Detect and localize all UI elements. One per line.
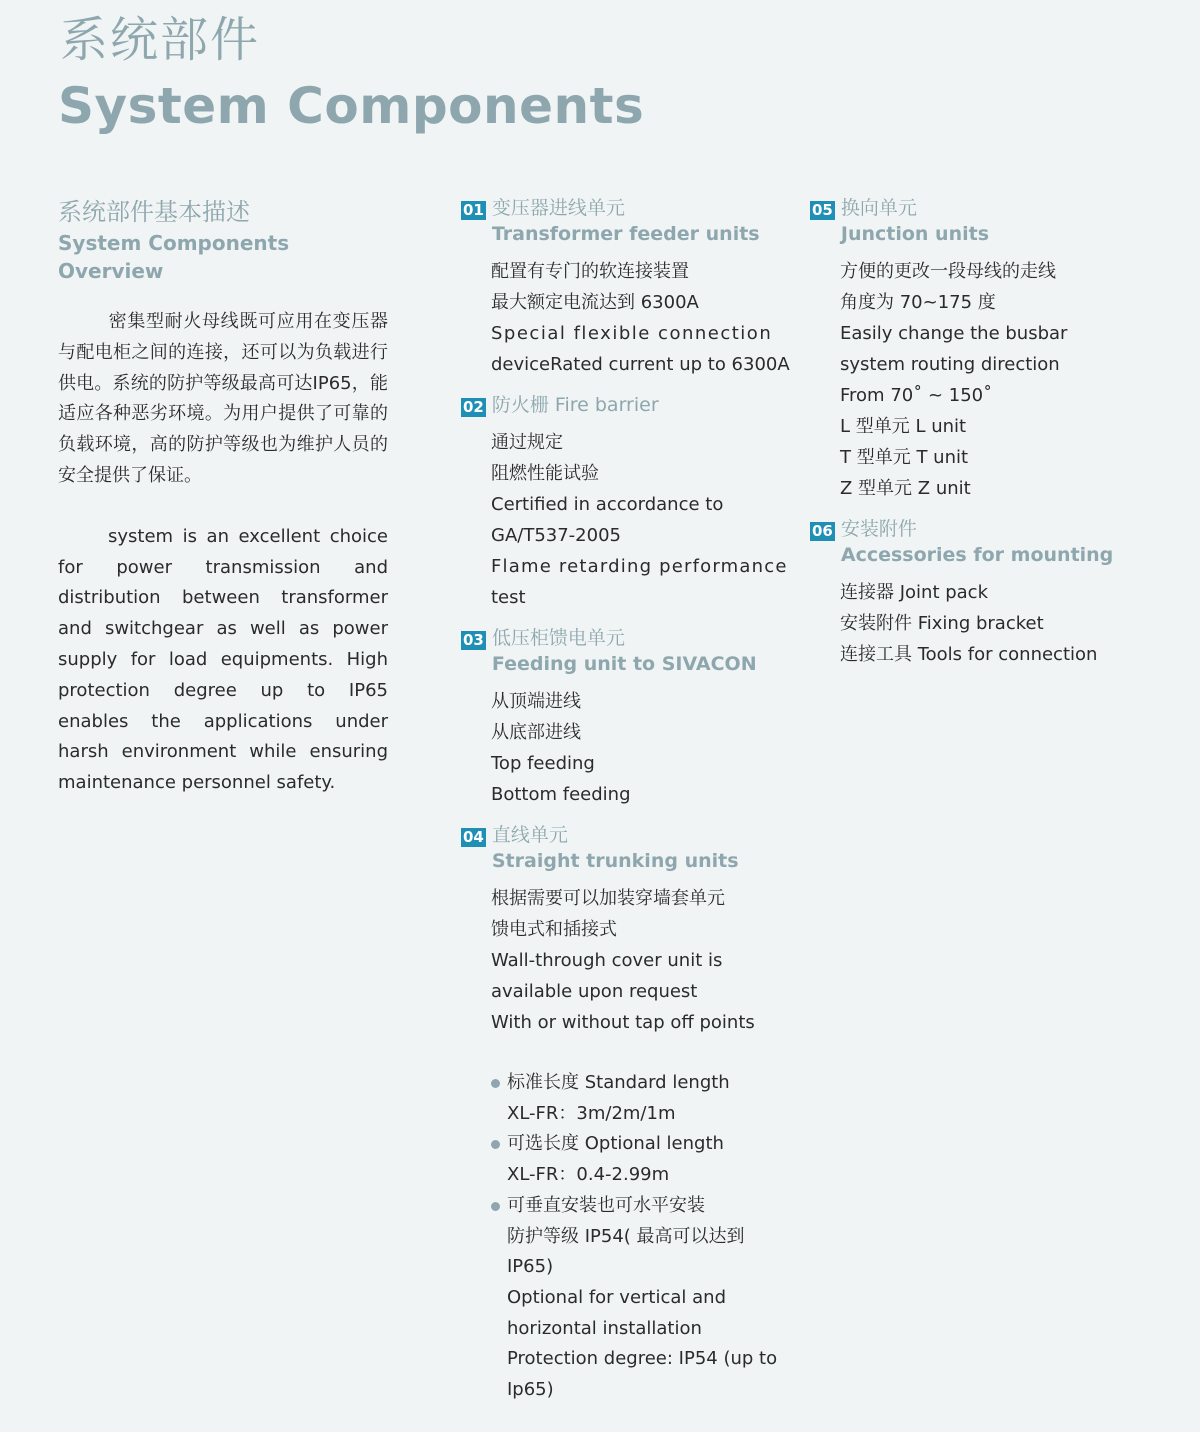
section-line: 从底部进线 (491, 722, 581, 743)
section-line: Z 型单元 Z unit (840, 478, 971, 499)
overview-paragraph-en: system is an excellent choice for power transmission and distribution between transformer and switchgear as well as power supply for load equipments. High protection degree up to IP65 enables the applications under harsh environment while ensuring maintenance personnel safety. (58, 525, 388, 794)
section-line: GA/T537-2005 (491, 525, 621, 546)
page-title-cn: 系统部件 (60, 12, 261, 68)
section-junction-units (810, 195, 1140, 504)
bullet-detail: XL-FR：3m/2m/1m (507, 1102, 676, 1124)
section-transformer-feeder (461, 195, 791, 380)
bullet-item: 可垂直安装也可水平安装 (491, 1191, 791, 1222)
section-line: Bottom feeding (491, 784, 631, 805)
section-line: available upon request (491, 981, 698, 1002)
section-line: 通过规定 (491, 432, 563, 453)
section-number-badge: 01 (463, 201, 484, 219)
bullet-dot-icon (491, 1202, 500, 1211)
page-title-en: System Components (58, 77, 645, 135)
section-number-badge: 02 (463, 398, 484, 416)
section-line: Top feeding (491, 753, 595, 774)
bullet-dot-icon (491, 1079, 500, 1088)
section-number-badge: 05 (812, 201, 833, 219)
section-fire-barrier (461, 392, 791, 613)
section-feeding-unit (461, 625, 791, 810)
section-line: From 70˚ ~ 150˚ (840, 385, 993, 406)
section-line: T 型单元 T unit (840, 447, 969, 468)
bullet-detail: Optional for vertical and (507, 1286, 726, 1308)
section-line: Special flexible connection (491, 323, 773, 344)
section-number-badge: 04 (463, 828, 484, 846)
section-line: system routing direction (840, 354, 1060, 375)
section-line: Wall-through cover unit is (491, 950, 723, 971)
section-line: 连接工具 Tools for connection (840, 644, 1098, 665)
section-line: 配置有专门的软连接装置 (491, 261, 689, 282)
bullet-detail: IP65) (507, 1256, 554, 1278)
section-title-cn: 低压柜馈电单元 (491, 627, 625, 649)
section-title-en: Straight trunking units (491, 850, 739, 872)
bullet-item: 标准长度 Standard length (491, 1068, 791, 1099)
length-bullet-list (491, 1068, 791, 1406)
section-title-cn: 换向单元 (840, 197, 917, 219)
section-line: test (491, 587, 526, 608)
section-line: With or without tap off points (491, 1012, 755, 1033)
section-line: deviceRated current up to 6300A (491, 354, 790, 375)
overview-heading-cn: 系统部件基本描述 (58, 198, 250, 226)
overview-column (58, 195, 388, 799)
sections-column-right (810, 195, 1140, 670)
section-accessories (810, 516, 1140, 670)
section-line: 连接器 Joint pack (840, 582, 989, 603)
section-line: Flame retarding performance (491, 556, 788, 577)
overview-paragraph-cn: 密集型耐火母线既可应用在变压器与配电柜之间的连接，还可以为负载进行供电。系统的防护等级最高可达IP65，能适应各种恶劣环境。为用户提供了可靠的负载环境，高的防护等级也为维护人员的安全提供了保证。 (58, 311, 388, 486)
section-title-en: Junction units (840, 223, 990, 245)
bullet-detail: 防护等级 IP54( 最高可以达到 (507, 1225, 745, 1247)
bullet-item: 可选长度 Optional length (491, 1129, 791, 1160)
section-line: 从顶端进线 (491, 691, 581, 712)
section-line: L 型单元 L unit (840, 416, 967, 437)
section-line: 最大额定电流达到 6300A (491, 292, 699, 313)
section-title-cn: 直线单元 (491, 824, 568, 846)
section-number-badge: 03 (463, 631, 484, 649)
bullet-detail: Ip65) (507, 1379, 554, 1401)
section-title-en: Feeding unit to SIVACON (491, 653, 757, 675)
bullet-dot-icon (491, 1140, 500, 1149)
section-line: 角度为 70~175 度 (840, 292, 996, 313)
sections-column-middle (461, 195, 791, 1406)
section-line: 安装附件 Fixing bracket (840, 613, 1044, 634)
section-line: 馈电式和插接式 (491, 919, 617, 940)
section-line: 方便的更改一段母线的走线 (840, 261, 1056, 282)
bullet-detail: horizontal installation (507, 1317, 702, 1339)
overview-heading-en: System Components Overview (58, 231, 290, 283)
section-title-en: Accessories for mounting (840, 544, 1114, 566)
section-straight-trunking (461, 822, 791, 1406)
section-number-badge: 06 (812, 522, 833, 540)
section-line: Certified in accordance to (491, 494, 724, 515)
section-title-cn: 防火栅 Fire barrier (491, 394, 659, 416)
section-line: 阻燃性能试验 (491, 463, 599, 484)
section-title-cn: 安装附件 (840, 518, 917, 540)
section-line: 根据需要可以加装穿墙套单元 (491, 888, 725, 909)
section-line: Easily change the busbar (840, 323, 1068, 344)
bullet-detail: XL-FR：0.4-2.99m (507, 1164, 670, 1186)
section-title-cn: 变压器进线单元 (491, 197, 625, 219)
section-title-en: Transformer feeder units (491, 223, 760, 245)
bullet-detail: Protection degree: IP54 (up to (507, 1348, 778, 1370)
